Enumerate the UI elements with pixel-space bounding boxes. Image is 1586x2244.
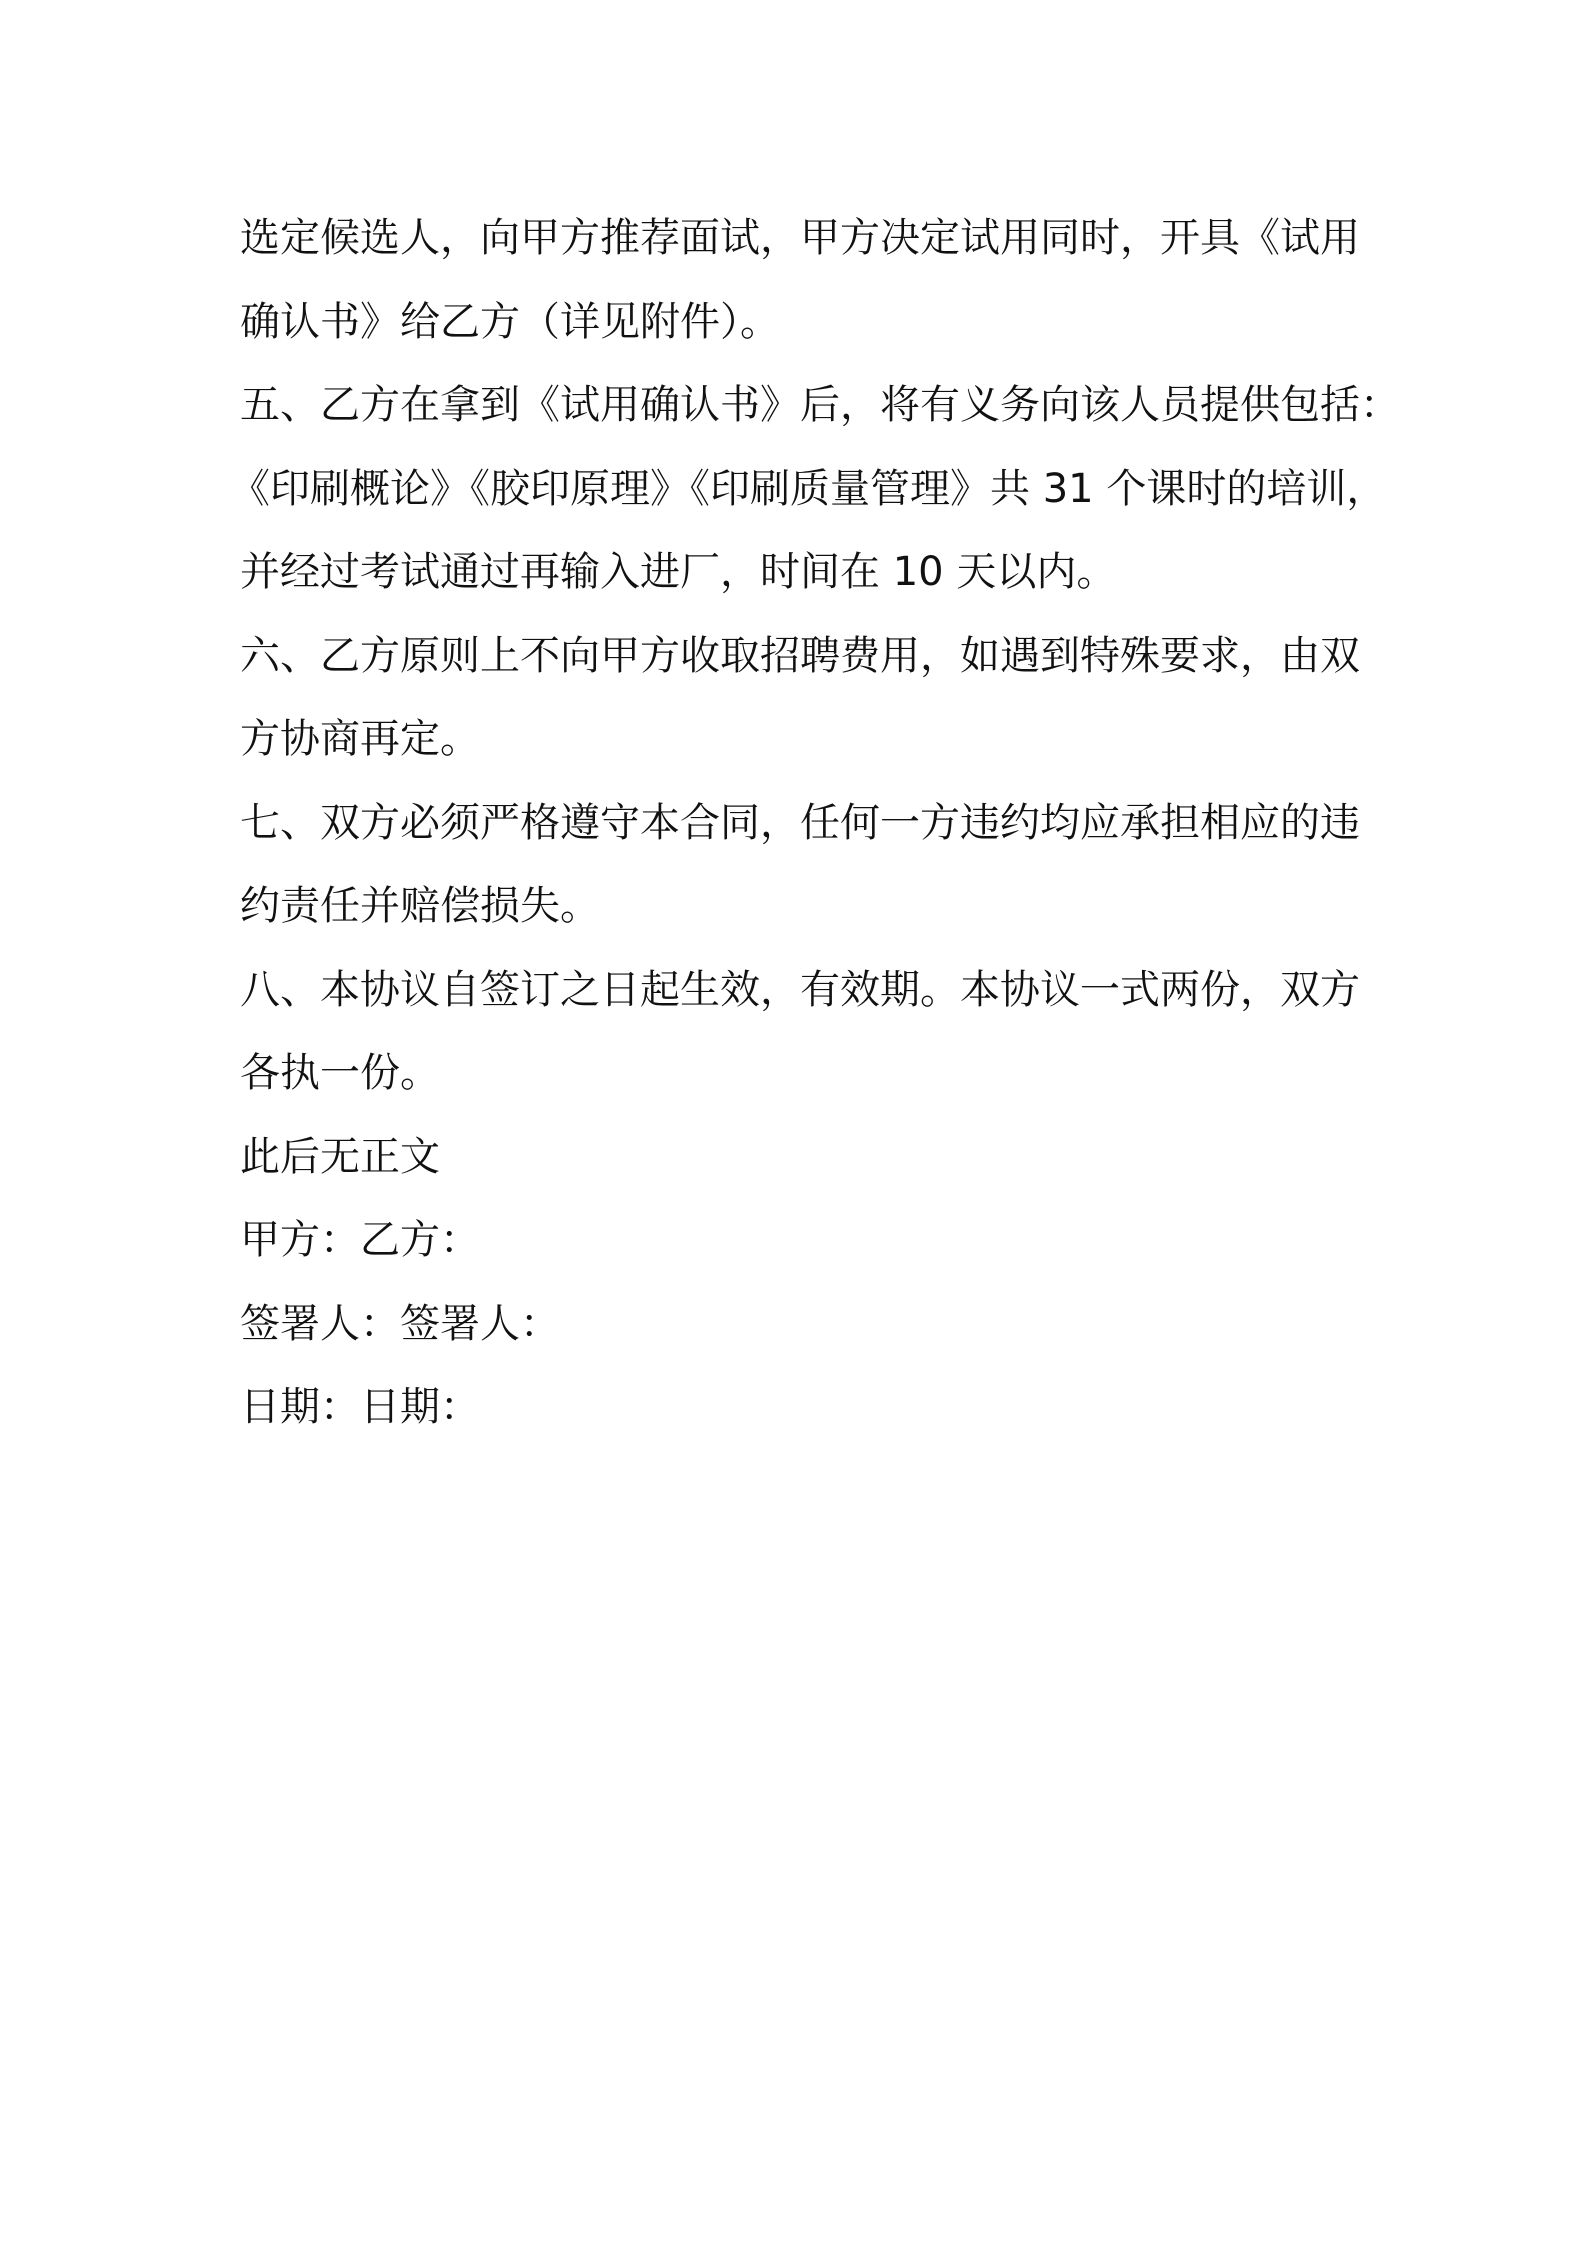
clause-6-line-2: 方协商再定。 [240,716,480,762]
clause-7-line-2: 约责任并赔偿损失。 [240,883,600,929]
clause-5-line-3: 并经过考试通过再输入进厂，时间在 10 天以内。 [240,549,1117,595]
date-labels: 日期：日期： [240,1384,480,1430]
clause-5-line-2: 《印刷概论》《胶印原理》《印刷质量管理》共 31 个课时的培训， [230,465,1387,512]
end-of-text-note: 此后无正文 [240,1133,440,1180]
clause-5-line-1: 五、乙方在拿到《试用确认书》后，将有义务向该人员提供包括： [240,382,1400,428]
clause-7-line-1: 七、双方必须严格遵守本合同，任何一方违约均应承担相应的违 [240,799,1360,846]
clause-6-line-1: 六、乙方原则上不向甲方收取招聘费用，如遇到特殊要求，由双 [240,632,1360,679]
clause-4-line-3: 确认书》给乙方（详见附件）。 [240,298,780,345]
signatory-labels: 签署人：签署人： [240,1300,560,1347]
party-labels: 甲方：乙方： [240,1217,480,1263]
clause-8-line-1: 八、本协议自签订之日起生效，有效期。本协议一式两份，双方 [240,966,1360,1013]
clause-4-line-2: 选定候选人，向甲方推荐面试，甲方决定试用同时，开具《试用 [240,215,1360,261]
contract-body [230,197,1400,1450]
clause-8-line-2: 各执一份。 [240,1050,440,1096]
